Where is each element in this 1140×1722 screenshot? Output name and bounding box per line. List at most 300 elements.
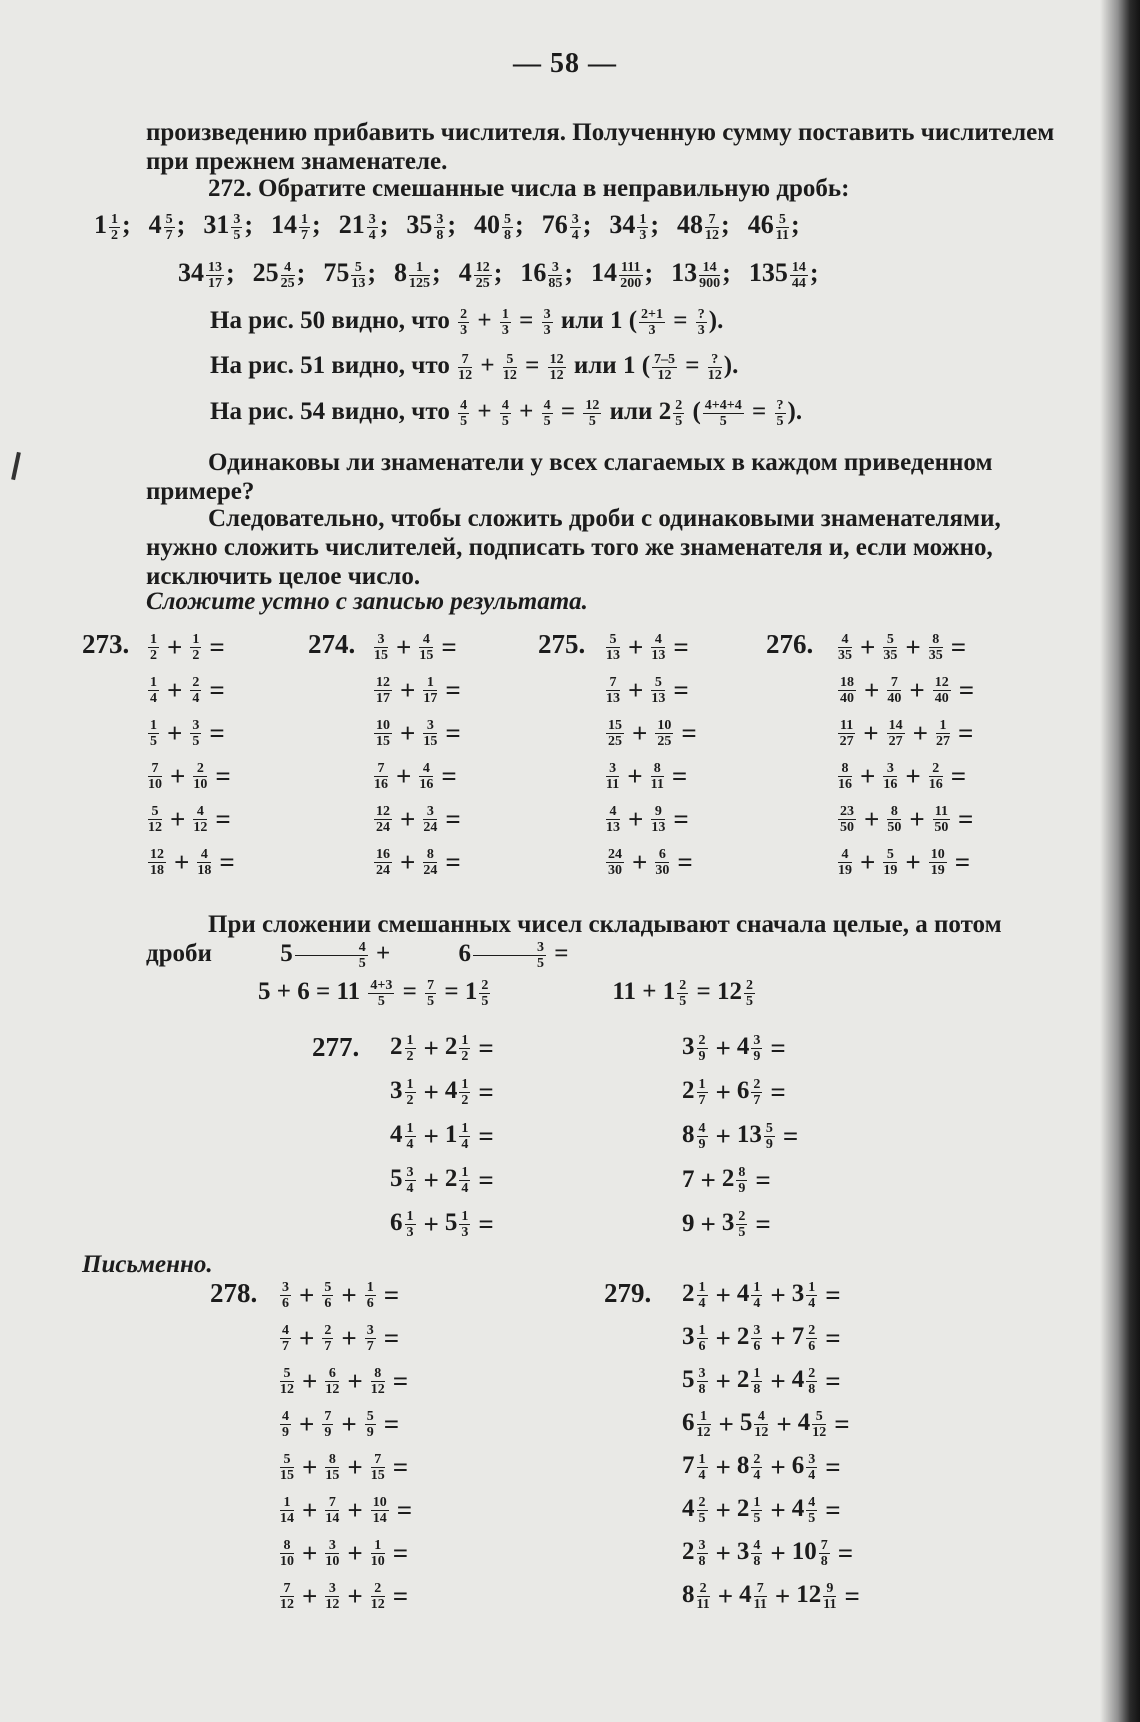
denominator: 10 (148, 777, 162, 792)
exercise-row (682, 1158, 798, 1202)
numerator: 3 (571, 211, 579, 227)
fraction (405, 1165, 416, 1196)
exercise-277-label: 277. (312, 1032, 360, 1062)
whole-part: 3 (682, 1323, 695, 1351)
numerator: 2 (929, 761, 943, 777)
intro-paragraph: произведению прибавить числителя. Полученную сумму поставить числителем при прежнем знаменателе. (146, 119, 1055, 175)
term-fraction (197, 847, 211, 878)
numerator: 2 (753, 1452, 761, 1467)
numerator: 7 (458, 352, 472, 368)
term-fraction (423, 718, 437, 749)
denominator: 12 (705, 227, 720, 243)
numerator: 4 (295, 940, 368, 956)
whole-part: 4 (458, 258, 472, 287)
term-fraction (651, 761, 664, 792)
equals-sign: = (438, 978, 465, 1006)
whole-part: 135 (748, 258, 788, 287)
whole-part: 8 (394, 258, 408, 287)
term-fraction (423, 847, 437, 878)
numerator: 1 (150, 718, 157, 733)
plus-sign: + (770, 1366, 786, 1396)
exercise-row (390, 1026, 494, 1070)
exercise-row (682, 1575, 860, 1618)
denominator: 15 (374, 648, 388, 663)
whole-part: 5 (390, 1164, 403, 1192)
plus-sign: + (299, 1323, 315, 1353)
separator: ; (493, 258, 503, 287)
exercise-row (604, 755, 697, 798)
fraction (434, 212, 445, 243)
numerator: 1 (698, 1076, 706, 1092)
plus-sign: + (700, 1208, 716, 1239)
denominator: 12 (325, 1597, 340, 1612)
exercise-278-label: 278. (210, 1278, 258, 1308)
numerator: 5 (651, 675, 665, 691)
plus-sign: + (715, 1538, 731, 1568)
question-paragraph: Одинаковы ли знаменатели у всех слагаемых в каждом приведенном примере? (146, 449, 993, 505)
term-mixed (792, 1452, 820, 1483)
term-fraction (148, 632, 159, 663)
plus-sign: + (909, 675, 925, 705)
equals-sign: = (825, 1366, 841, 1396)
separator: ; (790, 210, 800, 239)
term-fraction (280, 1409, 291, 1440)
equals-sign: = (950, 761, 967, 791)
numerator: 3 (753, 1032, 761, 1048)
fraction (459, 1077, 470, 1108)
term-fraction (325, 1366, 339, 1397)
equals-sign: = (671, 761, 688, 791)
whole-part: 8 (682, 1581, 695, 1609)
numerator: 2 (753, 1076, 761, 1092)
numerator: 1 (461, 1120, 469, 1136)
numerator: 8 (651, 761, 664, 777)
equals-sign: = (478, 1076, 494, 1107)
fraction (697, 1538, 708, 1569)
whole-fraction (673, 398, 684, 429)
exercise-row (146, 669, 235, 712)
numerator: 12 (376, 804, 390, 819)
plus-sign: + (628, 675, 644, 705)
plus-sign: + (302, 1538, 318, 1568)
denominator: 9 (282, 1425, 289, 1440)
solution-whole-sum: 5 + 6 = 11 (258, 978, 367, 1006)
numerator: 9 (823, 1581, 836, 1597)
fraction (473, 940, 546, 971)
numerator: 5 (165, 211, 173, 227)
separator: ; (379, 210, 389, 239)
numerator: 5 (504, 211, 512, 227)
plus-sign: + (864, 675, 880, 705)
solution-right-prefix: 11 + (612, 978, 663, 1006)
open-paren: ( (622, 307, 638, 335)
fraction (806, 1495, 817, 1526)
numerator: 3 (406, 1164, 414, 1180)
denominator: 10 (370, 1554, 385, 1569)
plus-sign: + (717, 1581, 734, 1611)
denominator: 2 (406, 1092, 414, 1108)
figure-line-51 (210, 352, 738, 383)
denominator: 15 (376, 734, 390, 749)
mixed-row-1 (94, 210, 1084, 243)
numerator: 7 (280, 1581, 294, 1597)
whole-part: 1 (464, 978, 478, 1006)
denominator: 40 (934, 691, 949, 706)
denominator: 6 (366, 1296, 374, 1311)
addend-fraction (500, 307, 511, 338)
denominator: 25 (657, 734, 672, 749)
fraction (744, 978, 755, 1009)
numerator: 3 (698, 1538, 706, 1553)
whole-part: 5 (682, 1366, 695, 1394)
plus-sign: + (718, 1409, 734, 1439)
fraction (479, 978, 490, 1009)
denominator: 5 (377, 994, 385, 1009)
whole-part: 4 (390, 1120, 403, 1148)
term-mixed (682, 1452, 710, 1483)
fraction (474, 260, 492, 291)
equals-sign: = (396, 978, 424, 1006)
exercise-row (372, 755, 461, 798)
exercise-row (682, 1360, 860, 1403)
plus-sign: + (302, 1581, 318, 1611)
term-fraction (365, 1409, 376, 1440)
whole-part: 7 (682, 1452, 695, 1480)
denominator: 5 (427, 994, 435, 1009)
numerator: 3 (423, 804, 437, 820)
mixed-number-item (406, 210, 456, 243)
plus-sign: + (347, 1366, 363, 1396)
denominator: 3 (460, 323, 468, 338)
plus-sign: + (632, 718, 648, 748)
term-fraction (606, 718, 624, 749)
denominator: 16 (838, 777, 852, 792)
plus-sign: + (770, 1495, 786, 1525)
fraction (697, 1033, 708, 1064)
bracket-fraction (703, 398, 744, 429)
term-fraction (929, 761, 943, 792)
term-fraction (322, 1323, 333, 1354)
numerator: 12 (475, 259, 490, 275)
fraction (806, 1452, 817, 1483)
fraction (812, 1409, 826, 1440)
numerator: 5 (148, 804, 162, 820)
numerator: 1 (423, 675, 437, 691)
denominator: 3 (543, 323, 551, 338)
term-mixed (737, 1033, 765, 1064)
fraction (164, 212, 175, 243)
numerator: 4 (193, 804, 207, 820)
numerator: 1 (371, 1538, 385, 1554)
numerator: 7 (374, 761, 388, 777)
oral-heading: Сложите устно с записью результата. (146, 588, 588, 615)
plus-sign: + (860, 847, 876, 877)
term-mixed (682, 1121, 710, 1152)
separator: ; (432, 258, 441, 287)
numerator: 3 (192, 718, 200, 733)
denominator: 3 (648, 323, 656, 338)
numerator: 5 (351, 260, 365, 276)
equals-sign: = (837, 1538, 854, 1568)
term-fraction (190, 718, 201, 749)
plus-sign: + (167, 632, 183, 662)
numerator: 7 (371, 1452, 385, 1468)
denominator: 14 (372, 1511, 387, 1526)
denominator: 12 (458, 368, 473, 383)
fraction (206, 260, 224, 291)
plus-sign: + (905, 761, 921, 791)
term-fraction (371, 1538, 385, 1569)
denominator: 4 (150, 691, 157, 706)
numerator: 12 (934, 675, 949, 690)
fraction (405, 1121, 416, 1152)
whole-part: 4 (736, 1032, 750, 1060)
denominator: 5 (233, 227, 241, 243)
mixed-number-item (591, 258, 653, 291)
equals-sign: = (950, 632, 967, 662)
equals-sign: = (383, 1323, 400, 1353)
whole-part: 6 (791, 1452, 805, 1480)
numerator: 8 (423, 847, 437, 863)
numerator: 5 (765, 1120, 773, 1136)
whole-part: 2 (721, 1164, 735, 1192)
equals-sign: = (954, 847, 971, 877)
bracket-fraction (639, 307, 665, 338)
whole-part: 7 (682, 1166, 695, 1193)
plus-sign: + (341, 1323, 357, 1353)
denominator: 4 (406, 1180, 414, 1196)
numerator: 15 (608, 718, 622, 733)
plus-sign: + (860, 761, 876, 791)
plus-sign: + (912, 718, 929, 748)
term-mixed (445, 1033, 473, 1064)
plus-sign: + (860, 632, 876, 662)
numerator: 24 (608, 847, 622, 862)
denominator: 2 (406, 1048, 414, 1064)
equals-sign: = (782, 1120, 799, 1151)
plus-sign: + (341, 1409, 357, 1439)
plus-sign: + (715, 1495, 731, 1525)
term-fraction (190, 632, 201, 663)
whole-part: 31 (203, 210, 230, 239)
numerator: 14 (888, 718, 903, 733)
fraction (459, 1033, 470, 1064)
denominator: 16 (928, 777, 943, 792)
exercise-row (836, 841, 974, 884)
separator: ; (244, 210, 254, 239)
denominator: 8 (808, 1382, 816, 1397)
equals-sign: = (512, 307, 540, 335)
denominator: 12 (370, 1597, 385, 1612)
whole-part: 3 (682, 1032, 695, 1060)
denominator: 5 (753, 1511, 761, 1526)
numerator: 7 (705, 212, 719, 228)
exercise-row (146, 755, 235, 798)
denominator: 16 (419, 777, 434, 792)
fraction (697, 1280, 708, 1311)
denominator: 8 (753, 1382, 761, 1397)
plus-sign: + (700, 1164, 716, 1195)
equals-sign: = (445, 675, 461, 705)
exercise-row (682, 1274, 860, 1317)
mixed-number-item (178, 258, 235, 291)
equals-sign: = (958, 718, 974, 748)
denominator: 5 (745, 994, 753, 1009)
numerator: 5 (366, 1409, 374, 1424)
exercise-279 (682, 1274, 860, 1618)
denominator: 25 (608, 734, 622, 749)
denominator: 5 (536, 955, 544, 971)
term-fraction (606, 804, 620, 835)
fraction (736, 1165, 747, 1196)
plus-sign: + (396, 761, 412, 791)
whole-part: 1 (94, 210, 107, 239)
plus-sign: + (423, 1164, 439, 1195)
denominator: 5 (501, 414, 509, 429)
numerator: 4 (606, 804, 620, 820)
plus-sign: + (170, 761, 186, 791)
whole-part: 40 (474, 210, 501, 239)
denominator: 5 (719, 414, 727, 429)
numerator: 111 (621, 259, 641, 275)
term-fraction (838, 632, 852, 663)
exercise-row (146, 712, 235, 755)
fraction (697, 1323, 708, 1354)
mixed-number-item (748, 210, 800, 243)
denominator: 7 (698, 1092, 706, 1108)
mixed-number-item (94, 210, 131, 243)
plus-sign: + (627, 761, 643, 791)
exercise-277-right (682, 1026, 798, 1246)
numerator: 12 (585, 398, 600, 413)
exercise-row (372, 841, 461, 884)
plus-sign: + (471, 398, 498, 426)
term-fraction (419, 632, 433, 663)
term-mixed (740, 1409, 771, 1440)
term-fraction (374, 847, 392, 878)
denominator: 5 (776, 414, 784, 429)
mixed-example-solution (258, 978, 1108, 1009)
page-number: — 58 — (513, 48, 617, 79)
denominator: 50 (934, 820, 949, 835)
separator: ; (226, 258, 235, 287)
plus-sign: + (715, 1032, 731, 1063)
equals-sign: = (834, 1409, 850, 1439)
separator: ; (722, 258, 731, 287)
plus-sign: + (347, 1581, 363, 1611)
term-fraction (936, 718, 950, 749)
plus-sign: + (715, 1120, 731, 1151)
fraction (697, 1409, 711, 1440)
whole-part: 34 (178, 258, 204, 287)
term-mixed (445, 1165, 473, 1196)
equals-sign: = (745, 398, 773, 426)
fraction (823, 1581, 836, 1612)
plus-sign: + (770, 1323, 786, 1353)
plus-sign: + (905, 632, 921, 662)
whole-part: 6 (682, 1409, 695, 1437)
term-fraction (325, 1538, 339, 1569)
denominator: 85 (548, 275, 563, 291)
whole-part: 10 (791, 1538, 817, 1566)
term-mixed (737, 1495, 765, 1526)
plus-sign: + (770, 1280, 786, 1310)
numerator: 5 (883, 847, 897, 863)
plus-sign: + (400, 847, 416, 877)
numerator: 4 (698, 1120, 706, 1136)
denominator: 19 (838, 863, 852, 878)
numerator: 1 (366, 1280, 374, 1295)
numerator: 7 (324, 1409, 332, 1424)
numerator: 3 (374, 632, 388, 648)
exercise-row (390, 1158, 494, 1202)
numerator: 7 (754, 1581, 767, 1597)
whole-part: 2 (736, 1366, 750, 1394)
numerator: ? (776, 398, 784, 413)
separator: ; (809, 258, 819, 287)
term-fraction (371, 1581, 385, 1612)
rule-paragraph: Следовательно, чтобы сложить дроби с одинаковыми знаменателями, нужно сложить числителей, подписать того же знаменателя и, если можно, исключить целое число. (146, 505, 1001, 590)
whole-part: 4 (739, 1581, 752, 1609)
numerator: 1 (406, 1120, 414, 1136)
numerator: ? (697, 307, 705, 322)
term-fraction (280, 1366, 294, 1397)
numerator: 3 (543, 307, 551, 322)
denominator: 9 (698, 1048, 706, 1064)
open-paren: ( (686, 398, 701, 426)
mixed-number-item (253, 258, 306, 291)
exercise-row (146, 841, 235, 884)
whole-part: 1 (609, 307, 623, 335)
term-mixed (682, 1210, 695, 1238)
fraction (231, 212, 242, 243)
example-term (396, 939, 548, 971)
whole-part: 14 (591, 258, 618, 287)
exercise-row (278, 1446, 412, 1489)
term-mixed (390, 1033, 418, 1064)
whole-part: 5 (444, 1208, 458, 1236)
mixed-number-item (323, 258, 376, 291)
denominator: 6 (753, 1339, 761, 1354)
numerator: 8 (371, 1366, 385, 1382)
whole-part: 4 (148, 210, 162, 239)
equals-sign: = (396, 1495, 413, 1525)
equals-sign: = (441, 761, 457, 791)
numerator: 1 (111, 211, 118, 227)
numerator: 3 (753, 1323, 761, 1338)
mixed-row-2 (178, 258, 1078, 291)
numerator: 3 (368, 211, 376, 227)
exercise-row (682, 1403, 860, 1446)
term-mixed (390, 1121, 418, 1152)
denominator: 12 (707, 368, 722, 383)
equals-sign: = (673, 632, 689, 662)
term-fraction (419, 761, 433, 792)
fraction (697, 1452, 708, 1483)
denominator: 4 (753, 1296, 761, 1311)
exercise-row (604, 841, 697, 884)
whole-part: 3 (721, 1208, 735, 1236)
plus-sign: + (167, 675, 183, 705)
denominator: 4 (698, 1296, 706, 1311)
numerator: 2+1 (641, 307, 664, 322)
equals-sign: = (825, 1323, 841, 1353)
numerator: 1 (639, 211, 647, 227)
plus-sign: + (905, 847, 921, 877)
denominator: 24 (423, 863, 438, 878)
denominator: 5 (679, 994, 687, 1009)
denominator: 12 (696, 1425, 711, 1440)
